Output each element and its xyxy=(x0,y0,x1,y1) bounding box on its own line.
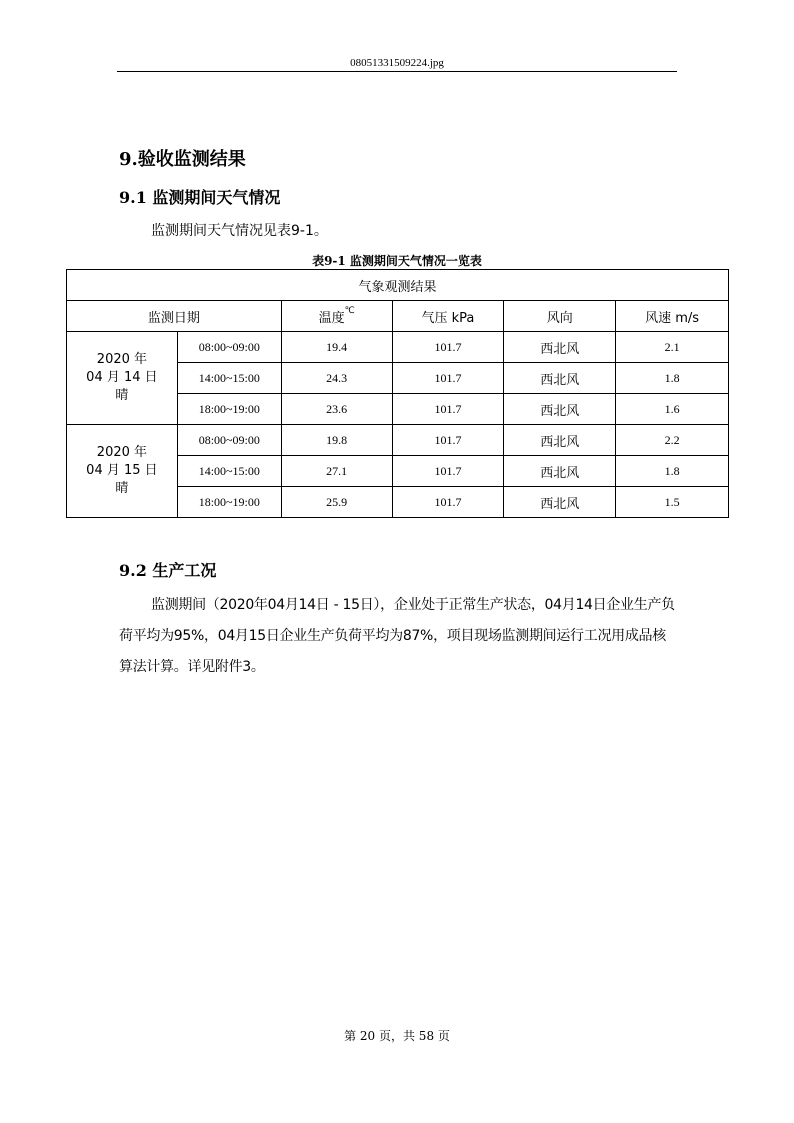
temp-cell: 24.3 xyxy=(281,363,392,394)
weather-intro: 监测期间天气情况见表9-1。 xyxy=(151,223,328,239)
date-year: 2020 年 xyxy=(96,352,148,367)
col-header-wind-direction: 风向 xyxy=(504,301,616,332)
table-row xyxy=(67,332,729,363)
section-title: 9.验收监测结果 xyxy=(119,149,246,170)
temp-cell: 19.8 xyxy=(281,425,392,456)
header-file-name: 08051331509224.jpg xyxy=(350,57,444,69)
pressure-cell: 101.7 xyxy=(392,332,504,363)
wind-speed-cell: 1.8 xyxy=(616,363,729,394)
wind-direction-cell: 西北风 xyxy=(504,425,616,456)
date-weather: 晴 xyxy=(115,481,129,496)
production-heading: 9.2 生产工况 xyxy=(119,561,217,580)
table-caption: 表9-1 监测期间天气情况一览表 xyxy=(312,254,482,268)
weather-heading: 9.1 监测期间天气情况 xyxy=(119,188,281,207)
time-cell: 14:00~15:00 xyxy=(177,363,281,394)
table-row xyxy=(67,425,729,456)
pressure-cell: 101.7 xyxy=(392,456,504,487)
wind-speed-cell: 2.2 xyxy=(616,425,729,456)
col-header-temp-label: 温度 xyxy=(318,311,345,326)
date-day: 04 月 14 日 xyxy=(86,370,158,385)
wind-speed-cell: 2.1 xyxy=(616,332,729,363)
date-day: 04 月 15 日 xyxy=(86,463,158,478)
wind-direction-cell: 西北风 xyxy=(504,332,616,363)
pressure-cell: 101.7 xyxy=(392,394,504,425)
date-year: 2020 年 xyxy=(96,445,148,460)
production-paragraph: 监测期间（2020年04月14日 - 15日），企业处于正常生产状态，04月14日企业生产负荷平均为95%，04月15日企业生产负荷平均为87%，项目现场监测期间运行工况用成品核算法计算。详见附件3。 xyxy=(119,597,675,675)
temp-cell: 19.4 xyxy=(281,332,392,363)
table-header-row xyxy=(67,301,729,332)
date-cell xyxy=(67,332,178,425)
header-divider xyxy=(117,71,677,72)
page-number: 第 20 页，共 58 页 xyxy=(344,1029,450,1043)
wind-direction-cell: 西北风 xyxy=(504,363,616,394)
col-header-date: 监测日期 xyxy=(67,301,282,332)
col-header-temp-unit: ℃ xyxy=(344,306,355,316)
wind-speed-cell: 1.6 xyxy=(616,394,729,425)
pressure-cell: 101.7 xyxy=(392,425,504,456)
time-cell: 08:00~09:00 xyxy=(177,332,281,363)
wind-speed-cell: 1.5 xyxy=(616,487,729,518)
date-cell xyxy=(67,425,178,518)
wind-direction-cell: 西北风 xyxy=(504,456,616,487)
temp-cell: 23.6 xyxy=(281,394,392,425)
temp-cell: 27.1 xyxy=(281,456,392,487)
time-cell: 18:00~19:00 xyxy=(177,487,281,518)
col-header-temp xyxy=(281,301,392,332)
table-group-header: 气象观测结果 xyxy=(67,270,729,301)
date-weather: 晴 xyxy=(115,388,129,403)
pressure-cell: 101.7 xyxy=(392,487,504,518)
col-header-wind-speed: 风速 m/s xyxy=(616,301,729,332)
time-cell: 14:00~15:00 xyxy=(177,456,281,487)
col-header-pressure: 气压 kPa xyxy=(392,301,504,332)
wind-direction-cell: 西北风 xyxy=(504,394,616,425)
time-cell: 08:00~09:00 xyxy=(177,425,281,456)
time-cell: 18:00~19:00 xyxy=(177,394,281,425)
wind-speed-cell: 1.8 xyxy=(616,456,729,487)
wind-direction-cell: 西北风 xyxy=(504,487,616,518)
table-group-header-row xyxy=(67,270,729,301)
weather-table xyxy=(66,269,729,518)
pressure-cell: 101.7 xyxy=(392,363,504,394)
temp-cell: 25.9 xyxy=(281,487,392,518)
